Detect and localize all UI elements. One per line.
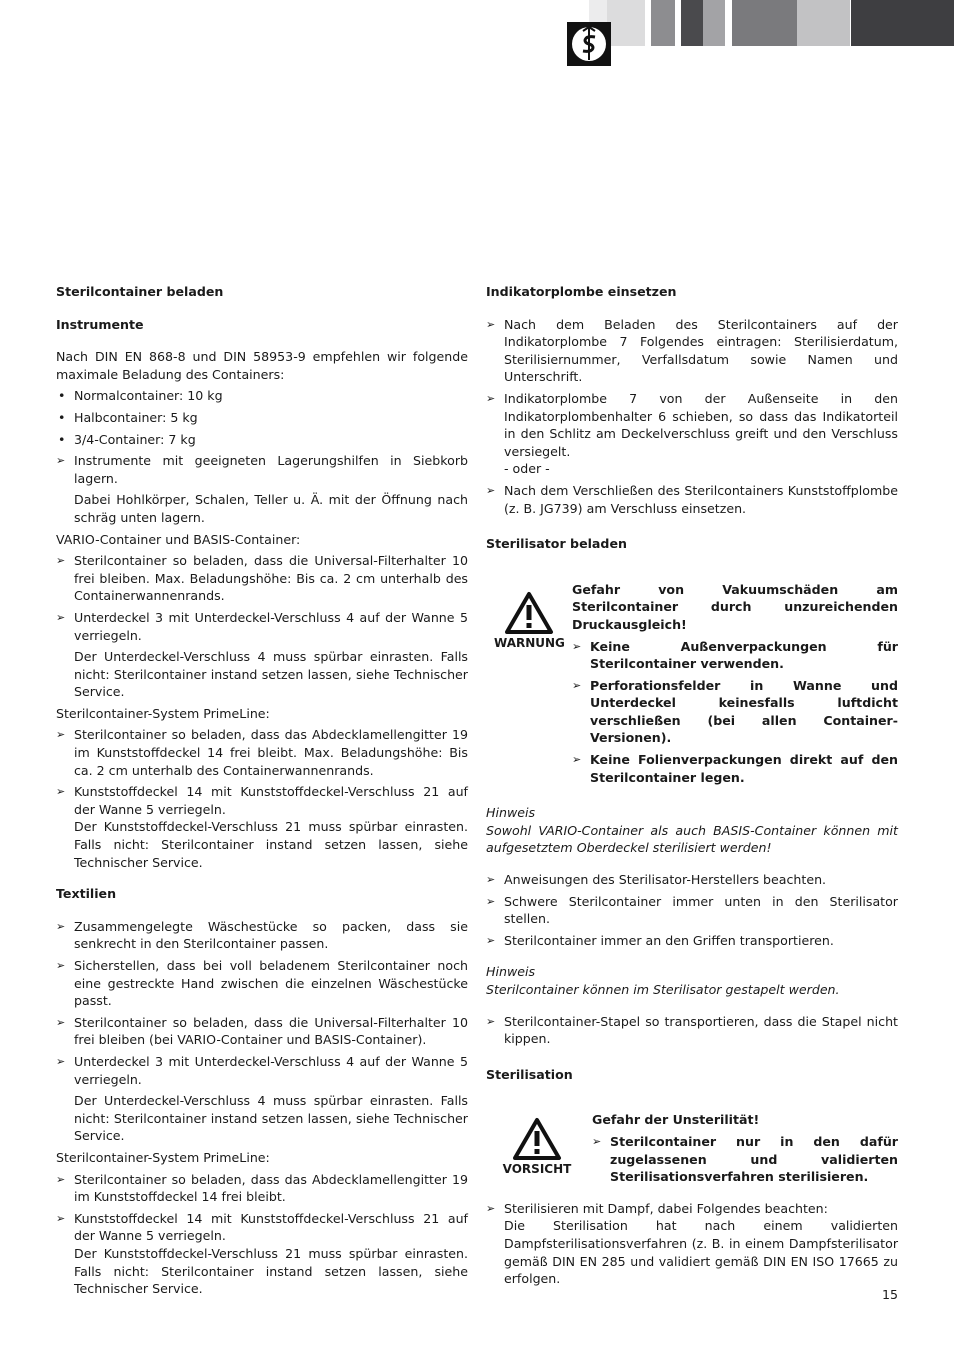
caution-triangle-icon: [512, 1117, 562, 1161]
instruction-step: ➢ Sterilcontainer so beladen, dass das Abdecklamellengitter 19 im Kunststoffdeckel 14 frei bleibt.: [56, 1171, 468, 1205]
arrow-icon: ➢: [572, 753, 582, 767]
arrow-icon: ➢: [56, 1172, 66, 1186]
arrow-icon: ➢: [56, 1015, 66, 1029]
instruction-step: ➢ Unterdeckel 3 mit Unterdeckel-Verschluss 4 auf der Wanne 5 verriegeln.: [56, 1053, 468, 1087]
arrow-icon: ➢: [486, 873, 496, 887]
instruction-step: ➢ Sterilcontainer immer an den Griffen transportieren.: [486, 932, 834, 948]
arrow-icon: ➢: [592, 1134, 602, 1148]
caution-item: ➢ Sterilcontainer nur in den dafür zugelassenen und validierten Sterilisationsverfahren sterilisieren.: [592, 1133, 898, 1185]
warning-text: [572, 581, 898, 787]
paragraph: Der Kunststoffdeckel-Verschluss 21 muss spürbar einrasten. Falls nicht: Sterilcontainer instand setzen lassen, siehe Technischer Service.: [74, 819, 468, 870]
paragraph: Der Unterdeckel-Verschluss 4 muss spürbar einrasten. Falls nicht: Sterilcontainer instand setzen lassen, siehe Technischer Service.: [74, 649, 468, 700]
list-item: • Halbcontainer: 5 kg: [58, 409, 198, 425]
instruction-step: ➢ Sterilcontainer-Stapel so transportieren, dass die Stapel nicht kippen.: [486, 1013, 898, 1047]
header-bar-segment: [797, 0, 850, 46]
subsection-heading: Textilien: [56, 886, 117, 902]
hint-text: Sowohl VARIO-Container als auch BASIS-Container können mit aufgesetztem Oberdeckel sterilisiert werden!: [486, 822, 898, 856]
paragraph: Dabei Hohlkörper, Schalen, Teller u. Ä. mit der Öffnung nach schräg unten lagern.: [74, 492, 468, 525]
hint-label: Hinweis: [486, 964, 536, 980]
caution-label: VORSICHT: [502, 1162, 572, 1177]
header-bar-segment: [681, 0, 703, 46]
instruction-step: ➢ Schwere Sterilcontainer immer unten in den Sterilisator stellen.: [486, 893, 898, 927]
header-bar-segment: [732, 0, 797, 46]
page-number: 15: [882, 1287, 899, 1302]
arrow-icon: ➢: [56, 919, 66, 933]
header-bar-segment: [703, 0, 725, 46]
warning-symbol: [494, 591, 564, 653]
instruction-step: ➢ Zusammengelegte Wäschestücke so packen, dass sie senkrecht in den Sterilcontainer passen.: [56, 918, 468, 952]
arrow-icon: ➢: [56, 959, 66, 972]
paragraph: Nach DIN EN 868-8 und DIN 58953-9 empfehlen wir folgende maximale Beladung des Containers:: [56, 349, 468, 382]
instruction-step: ➢ Sterilcontainer so beladen, dass die Universal-Filterhalter 10 frei bleiben (bei VARIO-Container und BASIS-Container).: [56, 1014, 468, 1048]
instruction-step: ➢ Nach dem Beladen des Sterilcontainers auf der Indikatorplombe 7 Folgendes eintragen: Sterilisierdatum, Sterilisiernummer, Verfallsdatum sowie Namen und Unterschrift.: [486, 316, 898, 385]
list-item: • Normalcontainer: 10 kg: [58, 388, 223, 404]
header-bar-segment: [851, 0, 954, 46]
arrow-icon: ➢: [56, 1054, 66, 1068]
paragraph: Die Sterilisation hat nach einem validierten Dampfsterilisationsverfahren (z. B. in einem Dampfsterilisator gemäß DIN EN 285 und validiert gemäß DIN EN ISO 17665 zu erfolgen.: [504, 1218, 898, 1287]
arrow-icon: ➢: [486, 894, 496, 908]
paragraph: Der Unterdeckel-Verschluss 4 muss spürbar einrasten. Falls nicht: Sterilcontainer instand setzen lassen, siehe Technischer Service.: [74, 1093, 468, 1144]
warning-title: Gefahr von Vakuumschäden am Sterilcontainer durch unzureichenden Druckausgleich!: [572, 581, 898, 632]
instruction-step: ➢ Kunststoffdeckel 14 mit Kunststoffdeckel-Verschluss 21 auf der Wanne 5 verriegeln.: [56, 784, 468, 817]
instruction-step: ➢ Sterilisieren mit Dampf, dabei Folgendes beachten:: [486, 1200, 828, 1216]
instruction-step: ➢ Instrumente mit geeigneten Lagerungshilfen in Siebkorb lagern.: [56, 453, 468, 486]
section-heading: Sterilisator beladen: [486, 536, 627, 552]
arrow-icon: ➢: [572, 678, 582, 692]
instruction-step: ➢ Sterilcontainer so beladen, dass das Abdecklamellengitter 19 im Kunststoffdeckel 14 frei bleibt. Max. Beladungshöhe: Bis ca. 2 cm unterhalb des Containerwannenrands.: [56, 727, 468, 778]
paragraph: Sterilcontainer-System PrimeLine:: [56, 1149, 270, 1165]
warning-triangle-icon: [504, 591, 554, 635]
instruction-step: ➢ Anweisungen des Sterilisator-Herstellers beachten.: [486, 872, 827, 888]
arrow-icon: ➢: [56, 554, 66, 568]
warning-box: [486, 581, 898, 787]
arrow-icon: ➢: [486, 1201, 496, 1215]
arrow-icon: ➢: [486, 933, 496, 947]
instruction-step: ➢ Unterdeckel 3 mit Unterdeckel-Verschluss 4 auf der Wanne 5 verriegeln.: [56, 609, 468, 643]
caution-title: Gefahr der Unsterilität!: [592, 1112, 760, 1128]
caution-box: [486, 1111, 898, 1185]
instruction-step: ➢ Sicherstellen, dass bei voll beladenem Sterilcontainer noch eine gestreckte Hand zwischen die einzelnen Wäschestücke passt.: [56, 958, 468, 1009]
paragraph: VARIO-Container und BASIS-Container:: [56, 531, 301, 547]
warning-item: ➢ Keine Folienverpackungen direkt auf den Sterilcontainer legen.: [572, 752, 898, 785]
arrow-icon: ➢: [56, 728, 66, 742]
arrow-icon: ➢: [486, 483, 496, 497]
arrow-icon: ➢: [56, 454, 66, 468]
section-heading: Sterilcontainer beladen: [56, 284, 224, 299]
paragraph: Sterilcontainer-System PrimeLine:: [56, 705, 270, 721]
hint-label: Hinweis: [486, 805, 536, 821]
instruction-step: ➢ Sterilcontainer so beladen, dass die Universal-Filterhalter 10 frei bleiben. Max. Beladungshöhe: Bis ca. 2 cm unterhalb des Containerwannenrands.: [56, 553, 468, 604]
arrow-icon: ➢: [486, 391, 496, 405]
section-heading: Sterilisation: [486, 1066, 573, 1082]
subsection-heading: Instrumente: [56, 316, 144, 332]
arrow-icon: ➢: [56, 1211, 66, 1225]
caution-symbol: [502, 1117, 572, 1179]
list-item: • 3/4-Container: 7 kg: [58, 431, 196, 447]
paragraph: - oder -: [504, 461, 550, 477]
instruction-step: ➢ Kunststoffdeckel 14 mit Kunststoffdeckel-Verschluss 21 auf der Wanne 5 verriegeln.: [56, 1210, 468, 1244]
warning-item: ➢ Perforationsfelder in Wanne und Unterdeckel keinesfalls luftdicht verschließen (bei allen Container-Versionen).: [572, 677, 898, 746]
instruction-step: ➢ Indikatorplombe 7 von der Außenseite in den Indikatorplombenhalter 6 schieben, so dass das Indikatorteil in den Schlitz am Deckelverschluss greift und den Verschluss versiegelt.: [486, 390, 898, 459]
header-bar-segment: [607, 0, 645, 46]
warning-item: ➢ Keine Außenverpackungen für Sterilcontainer verwenden.: [572, 638, 898, 672]
arrow-icon: ➢: [486, 1014, 496, 1028]
company-logo: [567, 22, 611, 66]
arrow-icon: ➢: [56, 785, 66, 799]
warning-label: WARNUNG: [494, 635, 565, 650]
header-bar-segment: [651, 0, 675, 46]
left-column: [56, 283, 468, 1302]
section-heading: Indikatorplombe einsetzen: [486, 284, 677, 299]
arrow-icon: ➢: [486, 317, 496, 331]
hint-text: Sterilcontainer können im Sterilisator gestapelt werden.: [486, 982, 840, 997]
arrow-icon: ➢: [56, 610, 66, 624]
arrow-icon: ➢: [572, 639, 582, 653]
caution-text: [592, 1111, 898, 1185]
right-column: [486, 283, 898, 1292]
instruction-step: ➢ Nach dem Verschließen des Sterilcontainers Kunststoffplombe (z. B. JG739) am Verschluss einsetzen.: [486, 482, 898, 516]
paragraph: Der Kunststoffdeckel-Verschluss 21 muss spürbar einrasten. Falls nicht: Sterilcontainer instand setzen lassen, siehe Technischer Service.: [74, 1245, 468, 1297]
